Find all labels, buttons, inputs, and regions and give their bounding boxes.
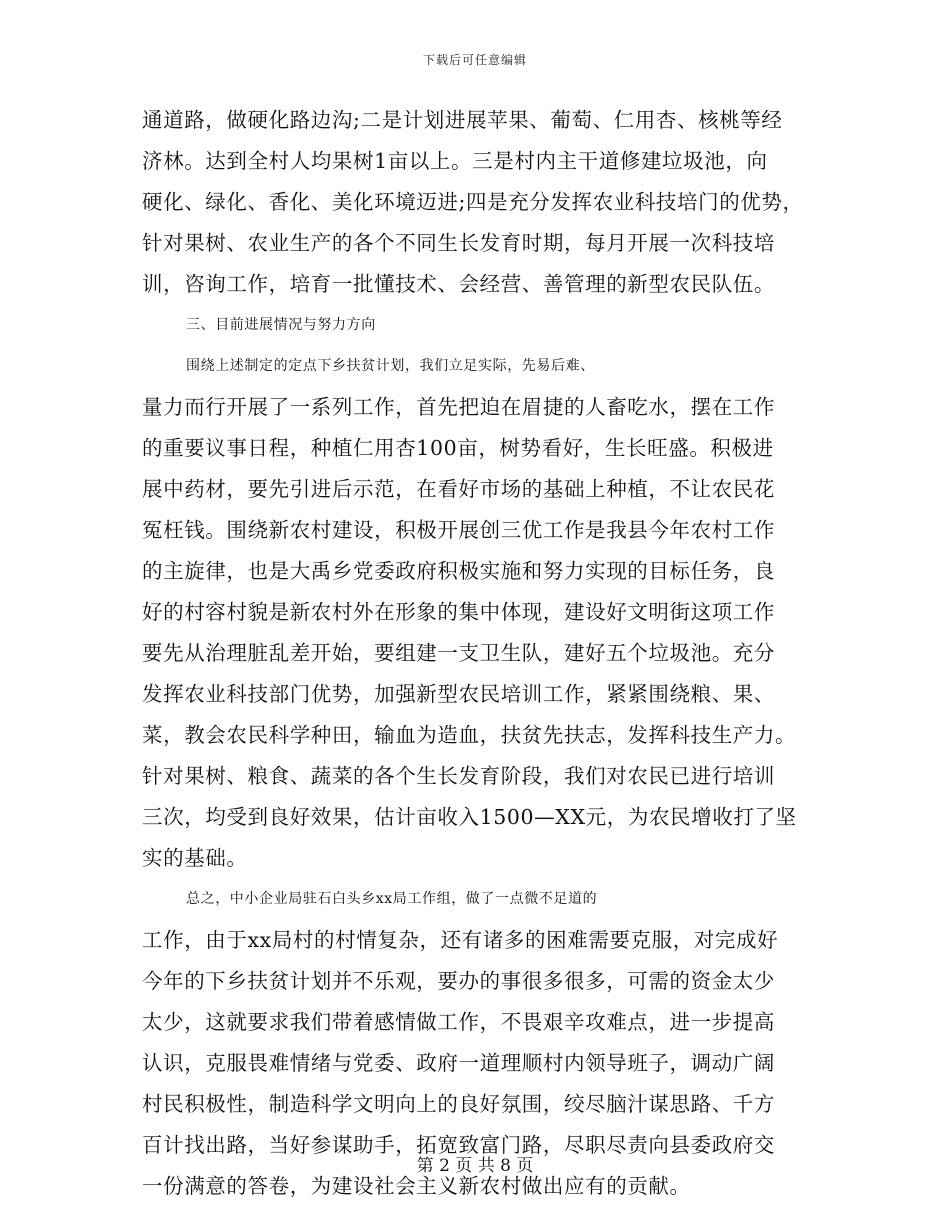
text-line: 菜，教会农民科学种田，输血为造血，扶贫先扶志，发挥科技生产力。	[142, 723, 797, 747]
text-line: 总之，中小企业局驻石白头乡xx局工作组，做了一点微不足道的	[186, 891, 598, 907]
page-footer: 第 2 页 共 8 页	[416, 1156, 534, 1176]
text-line: 实的基础。	[142, 846, 248, 870]
text-line: 通道路，做硬化路边沟;二是计划进展苹果、葡萄、仁用杏、核桃等经	[142, 108, 783, 132]
text-line: 发挥农业科技部门优势，加强新型农民培训工作，紧紧围绕粮、果、	[142, 682, 775, 706]
text-line: 针对果树、农业生产的各个不同生长发育时期，每月开展一次科技培	[142, 231, 775, 255]
page-header: 下载后可任意编辑	[422, 53, 527, 67]
text-line: 百计找出路，当好参谋助手，拓宽致富门路，尽职尽责向县委政府交	[142, 1133, 775, 1157]
text-line: 量力而行开展了一系列工作，首先把迫在眉捷的人畜吃水，摆在工作	[142, 395, 775, 419]
text-line: 认识，克服畏难情绪与党委、政府一道理顺村内领导班子，调动广阔	[142, 1051, 775, 1075]
text-line: 训，咨询工作，培育一批懂技术、会经营、善管理的新型农民队伍。	[142, 272, 775, 296]
text-line: 三次，均受到良好效果，估计亩收入1500—XX元，为农民增收打了坚	[142, 805, 797, 829]
text-line: 一份满意的答卷，为建设社会主义新农村做出应有的贡献。	[142, 1174, 691, 1198]
text-line: 工作，由于xx局村的村情复杂，还有诸多的困难需要克服，对完成好	[142, 928, 779, 952]
text-line: 三、目前进展情况与努力方向	[186, 317, 376, 333]
text-line: 村民积极性，制造科学文明向上的良好氛围，绞尽脑汁谋思路、千方	[142, 1092, 775, 1116]
document-body	[142, 100, 814, 1207]
text-line: 围绕上述制定的定点下乡扶贫计划，我们立足实际，先易后难、	[186, 358, 595, 374]
text-line: 今年的下乡扶贫计划并不乐观，要办的事很多很多，可需的资金太少	[142, 969, 775, 993]
text-line: 好的村容村貌是新农村外在形象的集中体现，建设好文明街这项工作	[142, 600, 775, 624]
text-line: 展中药材，要先引进后示范，在看好市场的基础上种植，不让农民花	[142, 477, 775, 501]
text-line: 的主旋律，也是大禹乡党委政府积极实施和努力实现的目标任务，良	[142, 559, 775, 583]
text-line: 济林。达到全村人均果树1亩以上。三是村内主干道修建垃圾池，向	[142, 149, 768, 173]
text-line: 硬化、绿化、香化、美化环境迈进;四是充分发挥农业科技培门的优势，	[142, 190, 804, 214]
text-line: 太少，这就要求我们带着感情做工作，不畏艰辛攻难点，进一步提高	[142, 1010, 775, 1034]
text-line: 要先从治理脏乱差开始，要组建一支卫生队，建好五个垃圾池。充分	[142, 641, 775, 665]
text-line: 的重要议事日程，种植仁用杏100亩，树势看好，生长旺盛。积极进	[142, 436, 774, 460]
text-line: 针对果树、粮食、蔬菜的各个生长发育阶段，我们对农民已进行培训	[142, 764, 775, 788]
text-line: 冤枉钱。围绕新农村建设，积极开展创三优工作是我县今年农村工作	[142, 518, 775, 542]
